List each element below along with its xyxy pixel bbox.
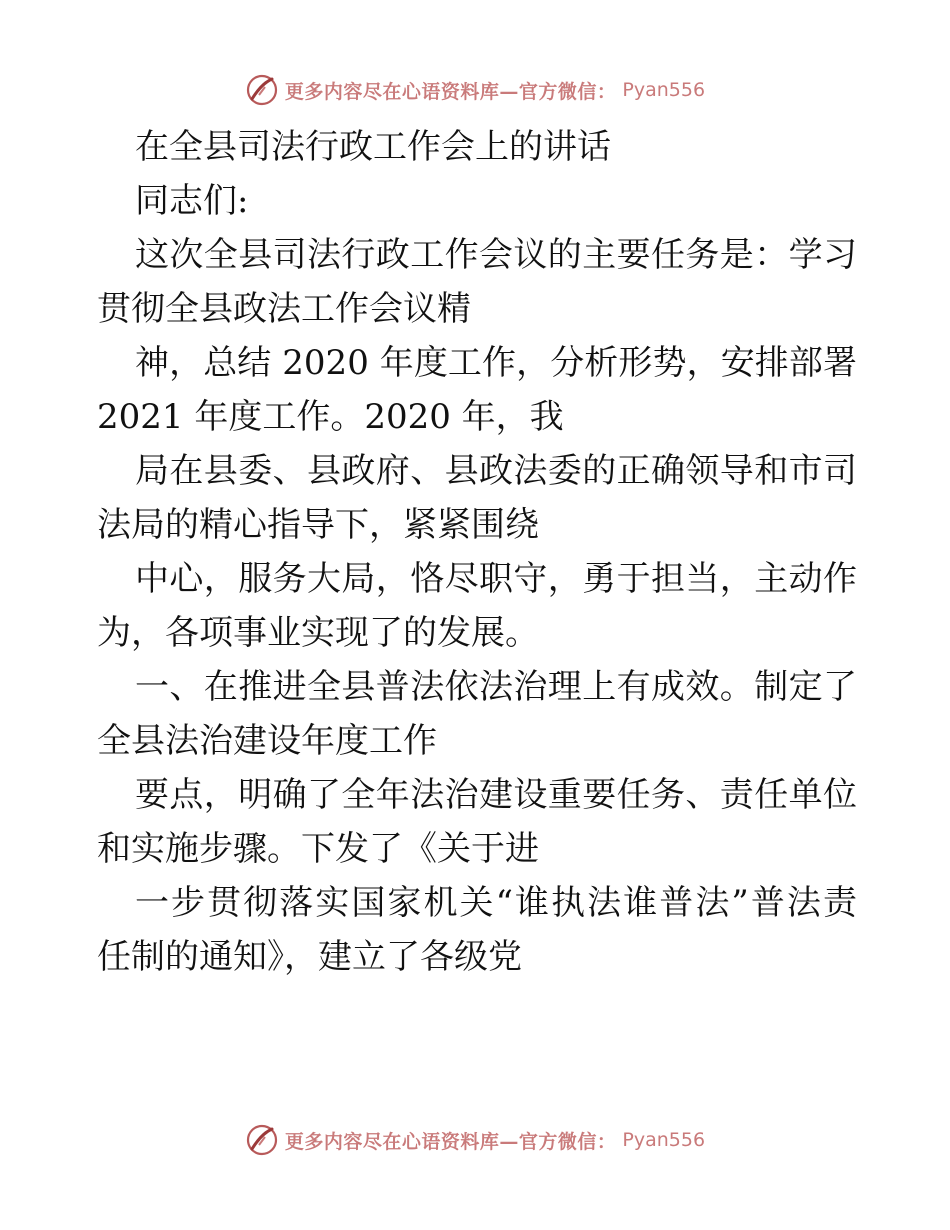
paragraph-line: 法局的精心指导下，紧紧围绕 [97, 505, 539, 545]
paragraph-line: 中心，服务大局，恪尽职守，勇于担当，主动作 [135, 559, 857, 599]
paragraph-line: 一步贯彻落实国家机关“谁执法谁普法”普法责 [135, 883, 857, 923]
paragraph-line: 任制的通知》，建立了各级党 [97, 937, 522, 977]
watermark-text: 更多内容尽在心语资料库—官方微信： [284, 80, 617, 103]
watermark-banner-top [0, 70, 950, 110]
paragraph-line: 全县法治建设年度工作 [97, 721, 437, 761]
paragraph-line: 要点，明确了全年法治建设重要任务、责任单位 [135, 775, 857, 815]
paragraph-line: 神，总结 2020 年度工作，分析形势，安排部署 [135, 343, 857, 383]
paragraph-line: 局在县委、县政府、县政法委的正确领导和市司 [135, 451, 857, 491]
watermark-banner-bottom [0, 1120, 950, 1160]
watermark-wechat-id: Pyan556 [622, 79, 706, 101]
paragraph-line: 为，各项事业实现了的发展。 [97, 613, 539, 653]
section-heading-line: 一、在推进全县普法依法治理上有成效。制定了 [135, 667, 857, 707]
document-body [97, 120, 857, 984]
paragraph-line: 这次全县司法行政工作会议的主要任务是：学习 [135, 235, 857, 275]
brush-logo-icon [245, 73, 279, 107]
paragraph-line: 2021 年度工作。2020 年，我 [97, 397, 564, 437]
paragraph-line: 和实施步骤。下发了《关于进 [97, 829, 539, 869]
paragraph-line: 贯彻全县政法工作会议精 [97, 289, 471, 329]
brush-logo-icon [245, 1123, 279, 1157]
document-title: 在全县司法行政工作会上的讲话 [135, 127, 611, 167]
watermark-wechat-id: Pyan556 [622, 1129, 706, 1151]
watermark-text: 更多内容尽在心语资料库—官方微信： [284, 1130, 617, 1153]
salutation: 同志们: [135, 181, 249, 221]
